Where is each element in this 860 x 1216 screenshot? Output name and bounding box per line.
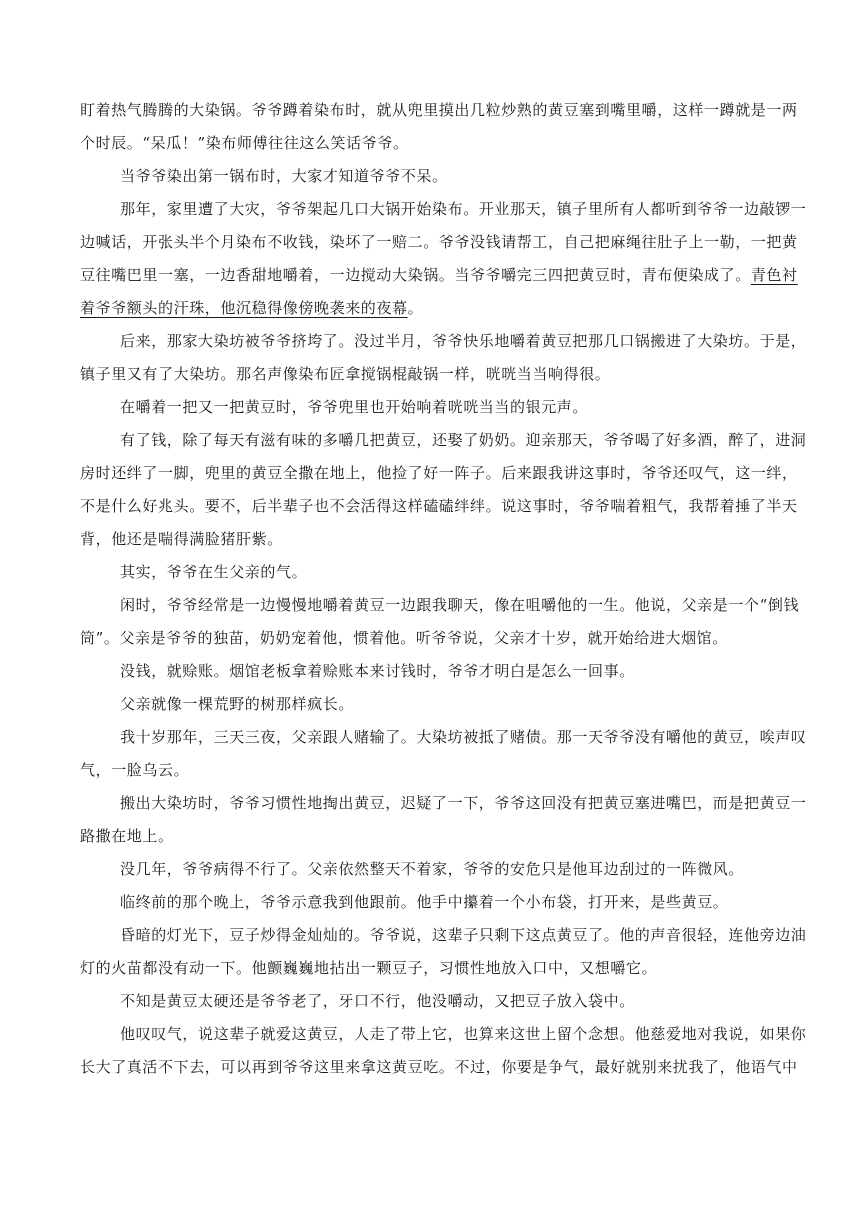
line-text: 没几年，爷爷病得不行了。父亲依然整天不着家，爷爷的安危只是他耳边刮过的一阵微风。: [120, 860, 745, 878]
line-text: 背，他还是喘得满脸猪肝紫。: [80, 530, 283, 548]
line-text: 他叹叹气，说这辈子就爱这黄豆，人走了带上它，也算来这世上留个念想。他慈爱地对我说，如果你: [120, 1025, 807, 1043]
line-text: 不是什么好兆头。要不，后半辈子也不会活得这样磕磕绊绊。说这事时，爷爷喘着粗气，我帮着捶了半天: [80, 497, 798, 515]
text-line: [80, 259, 798, 292]
text-line: [120, 787, 807, 820]
text-line: [120, 721, 807, 754]
text-line: [80, 754, 780, 787]
line-text: 个时辰。“呆瓜！”染布师傅往往这么笑话爷爷。: [80, 134, 409, 152]
text-line: [120, 325, 807, 358]
line-text: 父亲就像一棵荒野的树那样疯长。: [120, 695, 355, 713]
text-line: [120, 985, 780, 1018]
line-text: 气，一脸乌云。: [80, 761, 190, 779]
line-text: 豆往嘴巴里一塞，一边香甜地嚼着，一边搅动大染锅。当爷爷嚼完三四把黄豆时，青布便染成了。: [80, 266, 751, 284]
text-line: [80, 457, 798, 490]
text-line: [120, 886, 780, 919]
line-text: 昏暗的灯光下，豆子炒得金灿灿的。爷爷说，这辈子只剩下这点黄豆了。他的声音很轻，连他旁边油: [120, 926, 807, 944]
line-text: 不知是黄豆太硬还是爷爷老了，牙口不行，他没嚼动，又把豆子放入袋中。: [120, 992, 635, 1010]
text-line: [80, 226, 798, 259]
text-line: [120, 589, 800, 622]
line-text: 我十岁那年，三天三夜，父亲跟人赌输了。大染坊被抵了赌债。那一天爷爷没有嚼他的黄豆，唉声叹: [120, 728, 807, 746]
line-text: 临终前的那个晚上，爷爷示意我到他跟前。他手中攥着一个小布袋，打开来，是些黄豆。: [120, 893, 729, 911]
text-line: [80, 820, 780, 853]
text-line: [80, 523, 780, 556]
line-text: 镇子里又有了大染坊。那名声像染布匠拿搅锅棍敲锅一样，咣咣当当响得很。: [80, 365, 611, 383]
line-text: 筒”。父亲是爷爷的独苗，奶奶宠着他，惯着他。听爷爷说，父亲才十岁，就开始给进大烟馆。: [80, 629, 728, 647]
text-line: [120, 688, 780, 721]
text-line: [80, 94, 798, 127]
line-text: 那年，家里遭了大灾，爷爷架起几口大锅开始染布。开业那天，镇子里所有人都听到爷爷一边敲锣一: [120, 200, 807, 218]
underlined-text: 着爷爷额头的汗珠，他沉稳得像傍晚袭来的夜幕: [80, 299, 408, 317]
line-text: 没钱，就赊账。烟馆老板拿着赊账本来讨钱时，爷爷才明白是怎么一回事。: [120, 662, 635, 680]
line-text: 路撒在地上。: [80, 827, 174, 845]
line-text: 房时还绊了一脚，兜里的黄豆全撒在地上，他捡了好一阵子。后来跟我讲这事时，爷爷还叹气，这一绊，: [80, 464, 798, 482]
text-line: [120, 919, 807, 952]
line-text: 当爷爷染出第一锅布时，大家才知道爷爷不呆。: [120, 167, 448, 185]
text-line: [80, 952, 780, 985]
line-text: 灯的火苗都没有动一下。他颤巍巍地拈出一颗豆子，习惯性地放入口中，又想嚼它。: [80, 959, 658, 977]
text-line: [80, 292, 780, 325]
text-line: [120, 160, 780, 193]
text-line: [80, 127, 780, 160]
text-line: [80, 490, 798, 523]
text-line: [120, 193, 807, 226]
line-text: 搬出大染坊时，爷爷习惯性地掏出黄豆，迟疑了一下，爷爷这回没有把黄豆塞进嘴巴，而是把黄豆一: [120, 794, 807, 812]
line-tail: 。: [407, 299, 424, 317]
text-line: [120, 391, 780, 424]
line-text: 在嚼着一把又一把黄豆时，爷爷兜里也开始响着咣咣当当的银元声。: [120, 398, 589, 416]
text-line: [80, 1051, 798, 1084]
line-text: 有了钱，除了每天有滋有味的多嚼几把黄豆，还娶了奶奶。迎亲那天，爷爷喝了好多酒，醉了，进洞: [120, 431, 807, 449]
line-text: 边喊话，开张头半个月染布不收钱，染坏了一赔二。爷爷没钱请帮工，自己把麻绳往肚子上一勒，一把黄: [80, 233, 798, 251]
line-text: 闲时，爷爷经常是一边慢慢地嚼着黄豆一边跟我聊天，像在咀嚼他的一生。他说，父亲是一个“倒钱: [120, 596, 800, 614]
text-line: [120, 655, 780, 688]
line-text: 后来，那家大染坊被爷爷挤垮了。没过半月，爷爷快乐地嚼着黄豆把那几口锅搬进了大染坊。于是，: [120, 332, 807, 350]
text-line: [120, 853, 780, 886]
text-line: [120, 556, 780, 589]
text-line: [120, 424, 807, 457]
text-line: [80, 358, 780, 391]
text-line: [80, 622, 780, 655]
underlined-text: 青色衬: [750, 266, 798, 284]
line-text: 盯着热气腾腾的大染锅。爷爷蹲着染布时，就从兜里摸出几粒炒熟的黄豆塞到嘴里嚼，这样一蹲就是一两: [80, 101, 798, 119]
line-text: 其实，爷爷在生父亲的气。: [120, 563, 308, 581]
line-text: 长大了真活不下去，可以再到爷爷这里来拿这黄豆吃。不过，你要是争气，最好就别来扰我了，他语气中: [80, 1058, 798, 1076]
text-line: [120, 1018, 807, 1051]
